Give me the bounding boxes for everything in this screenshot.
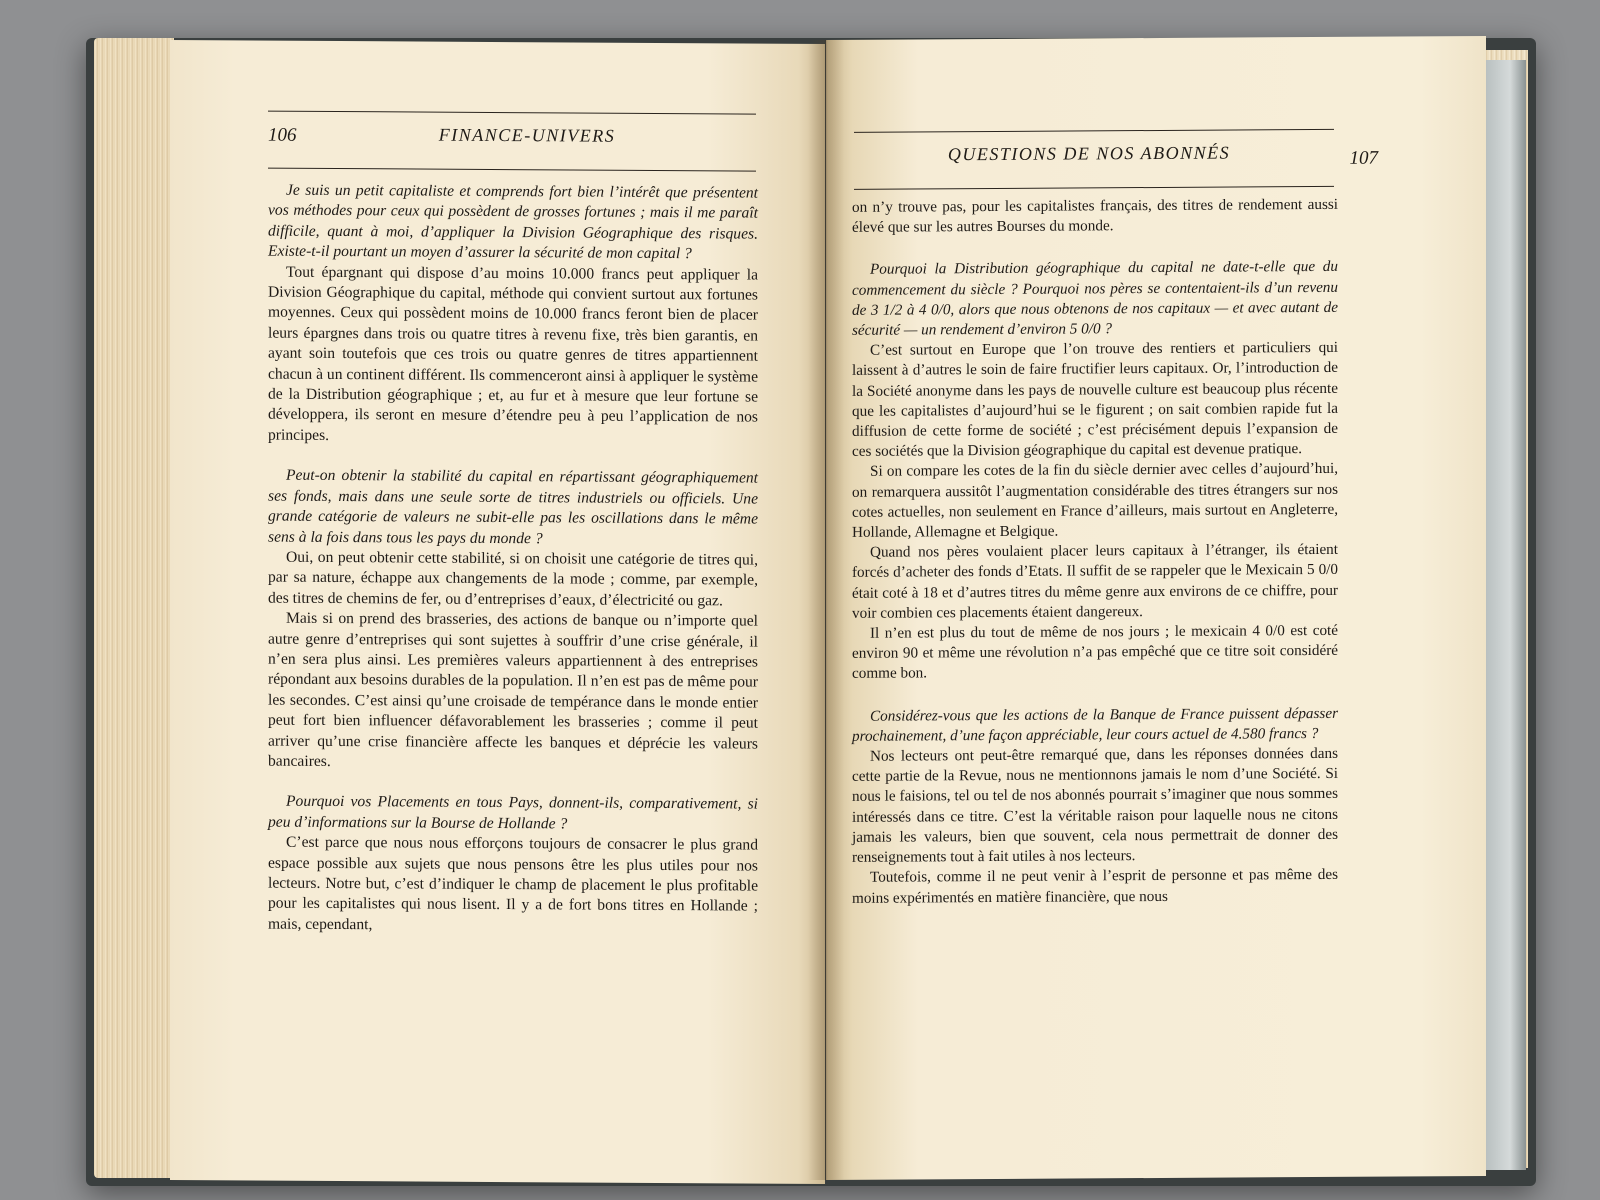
answer-paragraph: Oui, on peut obtenir cette stabilité, si on choisit une catégorie de titres qui, par sa nature, échappe aux changements de la mode ; comme, par exemple, des titres de chemins de fer, ou d’entreprises d’eaux, d’électricité ou gaz. bbox=[268, 548, 758, 610]
answer-paragraph: Quand nos pères voulaient placer leurs capitaux à l’étranger, ils étaient forcés d’acheter des fonds d’Etats. Il suffit de se rappeler que le Mexicain 5 0/0 était coté à 18 et d’autres titres du même genre aux environs de ce chiffre, pour voir combien ces placements étaient dangereux. bbox=[852, 541, 1338, 622]
question-paragraph: Pourquoi vos Placements en tous Pays, donnent-ils, comparativement, si peu d’informations sur la Bourse de Hollande ? bbox=[268, 793, 758, 833]
right-running-head bbox=[854, 129, 1378, 190]
left-page-number: 106 bbox=[268, 124, 297, 146]
right-page-body bbox=[852, 195, 1338, 909]
continuation-paragraph: on n’y trouve pas, pour les capitalistes français, des titres de rendement aussi élevé que sur les autres Bourses du monde. bbox=[852, 195, 1338, 237]
question-paragraph: Peut-on obtenir la stabilité du capital en répartissant géographiquement ses fonds, mais dans une seule sorte de titres industriels ou officiels. Une grande catégorie de valeurs ne subit-elle pas les oscillations dans le même sens à la fois dans tous les pays du monde ? bbox=[268, 466, 758, 547]
right-page bbox=[826, 36, 1486, 1180]
question-paragraph: Je suis un petit capitaliste et comprends fort bien l’intérêt que présentent vos méthodes pour ceux qui possèdent de grosses fortunes ; mais il me paraît difficile, quant à moi, d’appliquer la Division Géographique des risques. Existe-t-il pourtant un moyen d’assurer la sécurité de mon capital ? bbox=[268, 181, 758, 263]
book-gutter bbox=[808, 40, 844, 1180]
answer-paragraph: Tout épargnant qui dispose d’au moins 10.000 francs peut appliquer la Division Géographique du capital, méthode qui convient surtout aux fortunes moyennes. Ceux qui possèdent moins de 10.000 francs feront bien de placer leurs épargnes dans trois ou quatre titres à revenu fixe, très bien garantis, en ayant soin toutefois que ces trois ou quatre genres de titres appartiennent chacun à un continent différent. Ils commenceront ainsi à appliquer le système de la Distribution géographique ; et, au fur et à mesure que leur fortune se développera, ils seront en mesure d’étendre peu à peu l’application de nos principes. bbox=[268, 263, 758, 444]
answer-paragraph: C’est surtout en Europe que l’on trouve des rentiers et particuliers qui laissent à d’autres le soin de faire fructifier leurs capitaux. Or, l’introduction de la Société anonyme dans les pays de nouvelle culture est beaucoup plus récente que les capitalistes d’aujourd’hui se le figurent ; on sait combien rapide fut la diffusion de cette forme de société ; c’est précisément depuis l’expansion de ces sociétés que la Division géographique du capital est devenue pratique. bbox=[852, 339, 1338, 461]
right-page-number: 107 bbox=[1349, 147, 1378, 169]
left-page-body bbox=[268, 181, 758, 938]
left-running-title: FINANCE-UNIVERS bbox=[438, 124, 616, 146]
right-running-title: QUESTIONS DE NOS ABONNÉS bbox=[947, 142, 1231, 165]
left-running-head bbox=[268, 111, 756, 172]
answer-paragraph: Toutefois, comme il ne peut venir à l’esprit de personne et pas même des moins expérimentés en matière financière, que nous bbox=[852, 866, 1338, 907]
left-page bbox=[170, 40, 825, 1184]
answer-paragraph: Il n’en est plus du tout de même de nos jours ; le mexicain 4 0/0 est coté environ 90 et même une révolution n’a pas empêché que ce titre soit considéré comme bon. bbox=[852, 621, 1338, 683]
question-paragraph: Considérez-vous que les actions de la Banque de France puissent dépasser prochainement, d’une façon appréciable, leur cours actuel de 4.580 francs ? bbox=[852, 704, 1338, 745]
answer-paragraph: Si on compare les cotes de la fin du siècle dernier avec celles d’aujourd’hui, on remarquera aussitôt l’augmentation considérable des titres étrangers sur nos cotes actuelles, non seulement en France d’ailleurs, mais surtout en Angleterre, Hollande, Allemagne et Belgique. bbox=[852, 460, 1338, 541]
answer-paragraph: Nos lecteurs ont peut-être remarqué que, dans les réponses données dans cette partie de la Revue, nous ne mentionnons jamais le nom d’une Société. Si nous le faisions, tel ou tel de nos abonnés pourrait s’imaginer que nous sommes intéressés dans ce titre. C’est la véritable raison pour laquelle nous ne citons jamais les valeurs, bien que souvent, cela nous permettrait de donner des renseignements tout à fait utiles à nos lecteurs. bbox=[852, 744, 1338, 866]
answer-paragraph: Mais si on prend des brasseries, des actions de banque ou n’importe quel autre genre d’entreprises qui sont sujettes à souffrir d’une crise générale, il n’en sera plus ainsi. Les premières valeurs appartiennent à des entreprises répondant aux besoins durables de la population. Il n’en est pas de même pour les secondes. C’est ainsi qu’une croisade de tempérance dans le monde entier peut fort bien influencer défavorablement les brasseries ; comme il peut arriver qu’une crise financière affecte les banques et déprécie les valeurs bancaires. bbox=[268, 609, 758, 770]
answer-paragraph: C’est parce que nous nous efforçons toujours de consacrer le plus grand espace possible aux sujets que nous pensons être les plus utiles pour nos lecteurs. Notre but, c’est d’indiquer le champ de placement le plus profitable pour les capitalistes qui nous lisent. Il y a de fort bons titres en Hollande ; mais, cependant, bbox=[268, 833, 758, 934]
right-cover-board bbox=[1486, 60, 1526, 1170]
question-paragraph: Pourquoi la Distribution géographique du capital ne date-t-elle que du commencement du siècle ? Pourquoi nos pères se contentaient-ils d’un revenu de 3 1/2 à 4 0/0, alors que nous obtenons de nos capitaux — et avec autant de sécurité — un rendement d’environ 5 0/0 ? bbox=[852, 258, 1338, 339]
left-page-edges bbox=[94, 38, 174, 1178]
